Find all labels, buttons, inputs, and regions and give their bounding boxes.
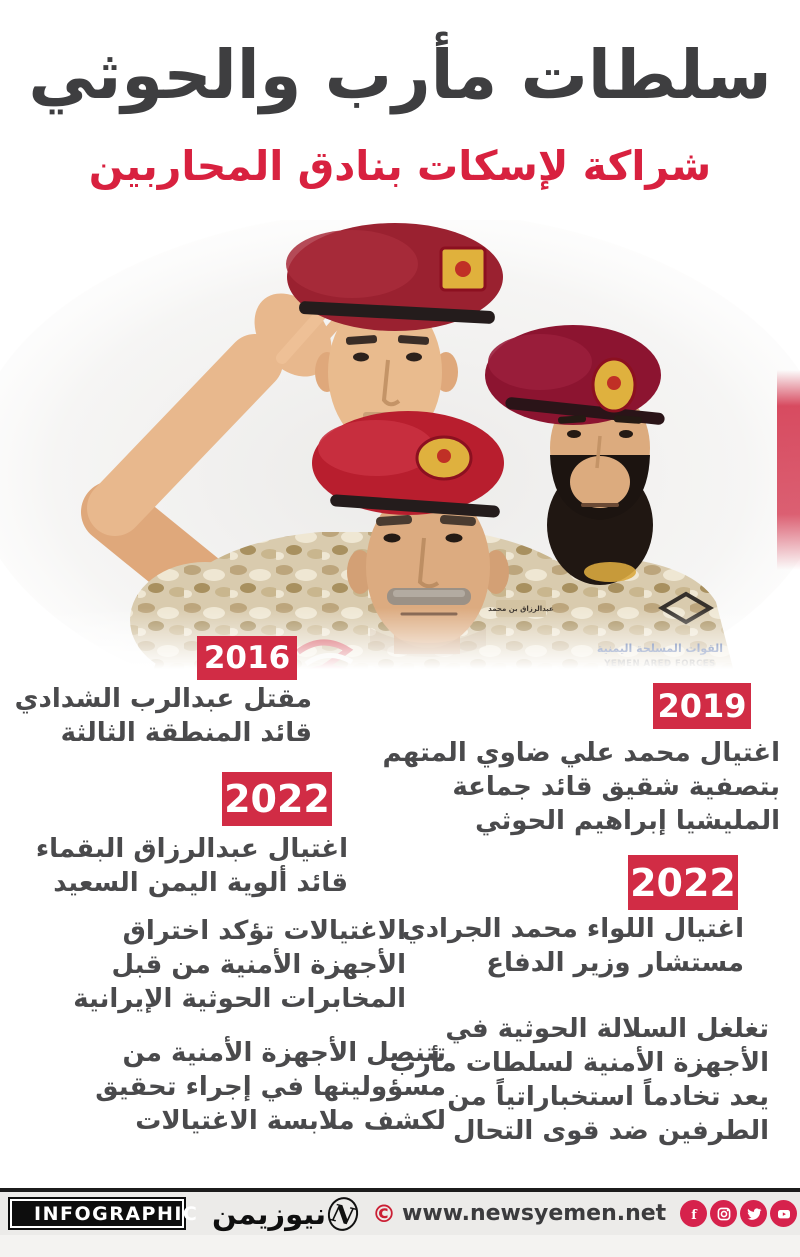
event-2022-left-text: اغتيال عبدالرزاق البقماء قائد ألوية اليمن السعيد xyxy=(35,834,348,898)
page-title: سلطات مأرب والحوثي xyxy=(28,36,772,114)
footer-bar xyxy=(0,1188,800,1235)
beret-red-dark xyxy=(286,223,503,331)
red-accent-band xyxy=(777,370,800,570)
copyright-icon: © xyxy=(372,1199,397,1228)
twitter-icon xyxy=(740,1200,767,1227)
year-badge-2022-left: 2022 xyxy=(222,772,332,826)
year-badge-2022-right: 2022 xyxy=(628,855,738,910)
year-badge-2019: 2019 xyxy=(653,683,751,729)
youtube-icon xyxy=(770,1200,797,1227)
infographic-label: INFOGRAPHIC xyxy=(34,1202,199,1225)
montage-illustration xyxy=(0,220,800,680)
year-badge-2016: 2016 xyxy=(197,636,297,680)
bottom-fade xyxy=(0,608,800,680)
newsyemen-n-icon: N xyxy=(324,1193,361,1233)
svg-text:f: f xyxy=(690,1207,697,1222)
note-security-breach: الاغتيالات تؤكد اختراق الأجهزة الأمنية من قبل المخابرات الحوثية الإيرانية xyxy=(73,916,406,1014)
instagram-icon xyxy=(710,1200,737,1227)
note-infiltration: تغلغل السلالة الحوثية في الأجهزة الأمنية لسلطات مأرب يعد تخادماً استخباراتياً من الطرفين ضد قوى التحال xyxy=(389,1014,769,1146)
photo-montage xyxy=(0,220,800,680)
footer-lower-strip xyxy=(0,1235,800,1257)
event-2019-text: اغتيال محمد علي ضاوي المتهم بتصفية شقيق قائد جماعة المليشيا إبراهيم الحوثي xyxy=(382,738,780,836)
event-2022-right-text: اغتيال اللواء محمد الجرادي مستشار وزير الدفاع xyxy=(401,914,744,978)
facebook-icon xyxy=(680,1200,707,1227)
page-subtitle: شراكة لإسكات بنادق المحاربين xyxy=(88,142,712,190)
social-icons xyxy=(680,1200,797,1227)
newsyemen-logo xyxy=(212,1197,358,1231)
event-2016-text: مقتل عبدالرب الشدادي قائد المنطقة الثالثة xyxy=(14,684,312,748)
website-url: www.newsyemen.net xyxy=(402,1201,667,1226)
note-no-investigation: تتنصل الأجهزة الأمنية من مسؤوليتها في إجراء تحقيق لكشف ملابسة الاغتيالات xyxy=(95,1038,446,1136)
newsyemen-logo-text: نيوزيمن xyxy=(212,1196,327,1231)
infographic-box xyxy=(8,1197,199,1230)
